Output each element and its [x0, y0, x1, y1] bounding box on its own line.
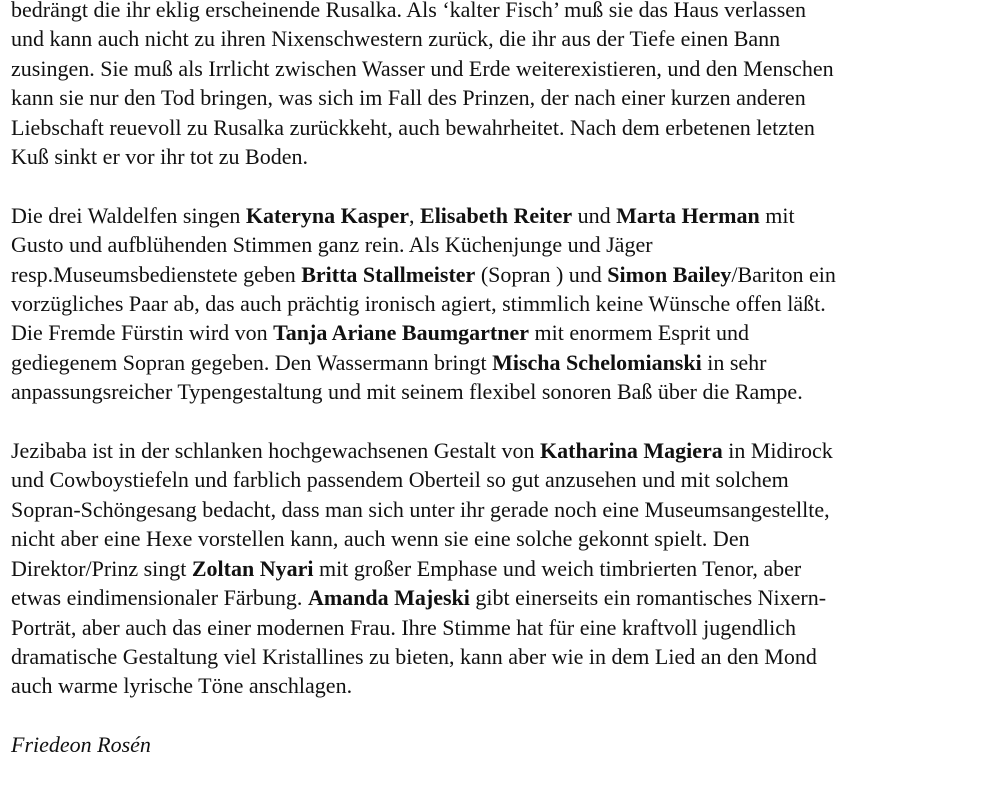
performer-name: Mischa Schelomianski: [492, 349, 702, 375]
performer-name: Elisabeth Reiter: [420, 202, 573, 228]
body-text: und: [572, 202, 617, 228]
performer-name: Katharina Magiera: [540, 438, 723, 464]
body-text: (Sopran ) und: [475, 261, 608, 287]
author-signature: Friedeon Rosén: [11, 732, 151, 758]
body-text: in Midirock und Cowboystiefeln und farblich passendem Oberteil so gut anzusehen und mit solchem Sopran-Schöngesang bedacht, dass man sich unter ihr gerade noch eine Museumsangestellte, nicht aber eine Hexe vorstellen kann, auch wenn sie eine solche gekonnt spielt. Den Direktor/Prinz singt: [11, 438, 833, 581]
body-text: bedrängt die ihr eklig erscheinende Rusalka. Als ‘kalter Fisch’ muß sie das Haus verlassen und kann auch nicht zu ihren Nixenschwestern zurück, die ihr aus der Tiefe einen Bann zusingen. Sie muß als Irrlicht zwischen Wasser und Erde weiterexistieren, und den Menschen kann sie nur den Tod bringen, was sich im Fall des Prinzen, der nach einer kurzen anderen Liebschaft reuevoll zu Rusalka zurückkeht, auch bewahrheitet. Nach dem erbetenen letzten Kuß sinkt er vor ihr tot zu Boden.: [11, 0, 834, 170]
performer-name: Kateryna Kasper: [245, 202, 410, 228]
body-text: mit Gusto und aufblühenden Stimmen ganz rein. Als Küchenjunge und Jäger resp.Museumsbedienstete geben: [11, 202, 795, 287]
body-text: /Bariton ein vorzügliches Paar ab, das auch prächtig ironisch agiert, stimmlich keine Wünsche offen läßt. Die Fremde Fürstin wird von: [11, 261, 836, 346]
performer-name: Tanja Ariane Baumgartner: [273, 320, 530, 346]
paragraph-cast-elves-and-minor-roles: [11, 201, 976, 407]
performer-name: Simon Bailey: [607, 261, 732, 287]
performer-name: Zoltan Nyari: [191, 555, 314, 581]
body-text: in sehr anpassungsreicher Typengestaltung und mit seinem flexibel sonoren Baß über die Rampe.: [11, 349, 803, 405]
body-text: ,: [409, 202, 421, 228]
body-text: Die drei Waldelfen singen: [11, 202, 246, 228]
body-text: mit großer Emphase und weich timbrierten Tenor, aber etwas eindimensionaler Färbung.: [11, 555, 802, 611]
performer-name: Marta Herman: [616, 202, 760, 228]
paragraph-cast-principals: [11, 436, 976, 701]
paragraph-plot-summary: [11, 0, 976, 171]
body-text: gibt einerseits ein romantisches Nixern- Porträt, aber auch das einer modernen Frau. Ihre Stimme hat für eine kraftvoll jugendlich dramatische Gestaltung viel Kristallines zu bieten, kann aber wie in dem Lied an den Mond auch warme lyrische Töne anschlagen.: [11, 585, 827, 699]
performer-name: Amanda Majeski: [307, 585, 470, 611]
performer-name: Britta Stallmeister: [301, 261, 476, 287]
body-text: mit enormem Esprit und gediegenem Sopran gegeben. Den Wassermann bringt: [11, 320, 749, 375]
body-text: Jezibaba ist in der schlanken hochgewachsenen Gestalt von: [11, 438, 541, 464]
